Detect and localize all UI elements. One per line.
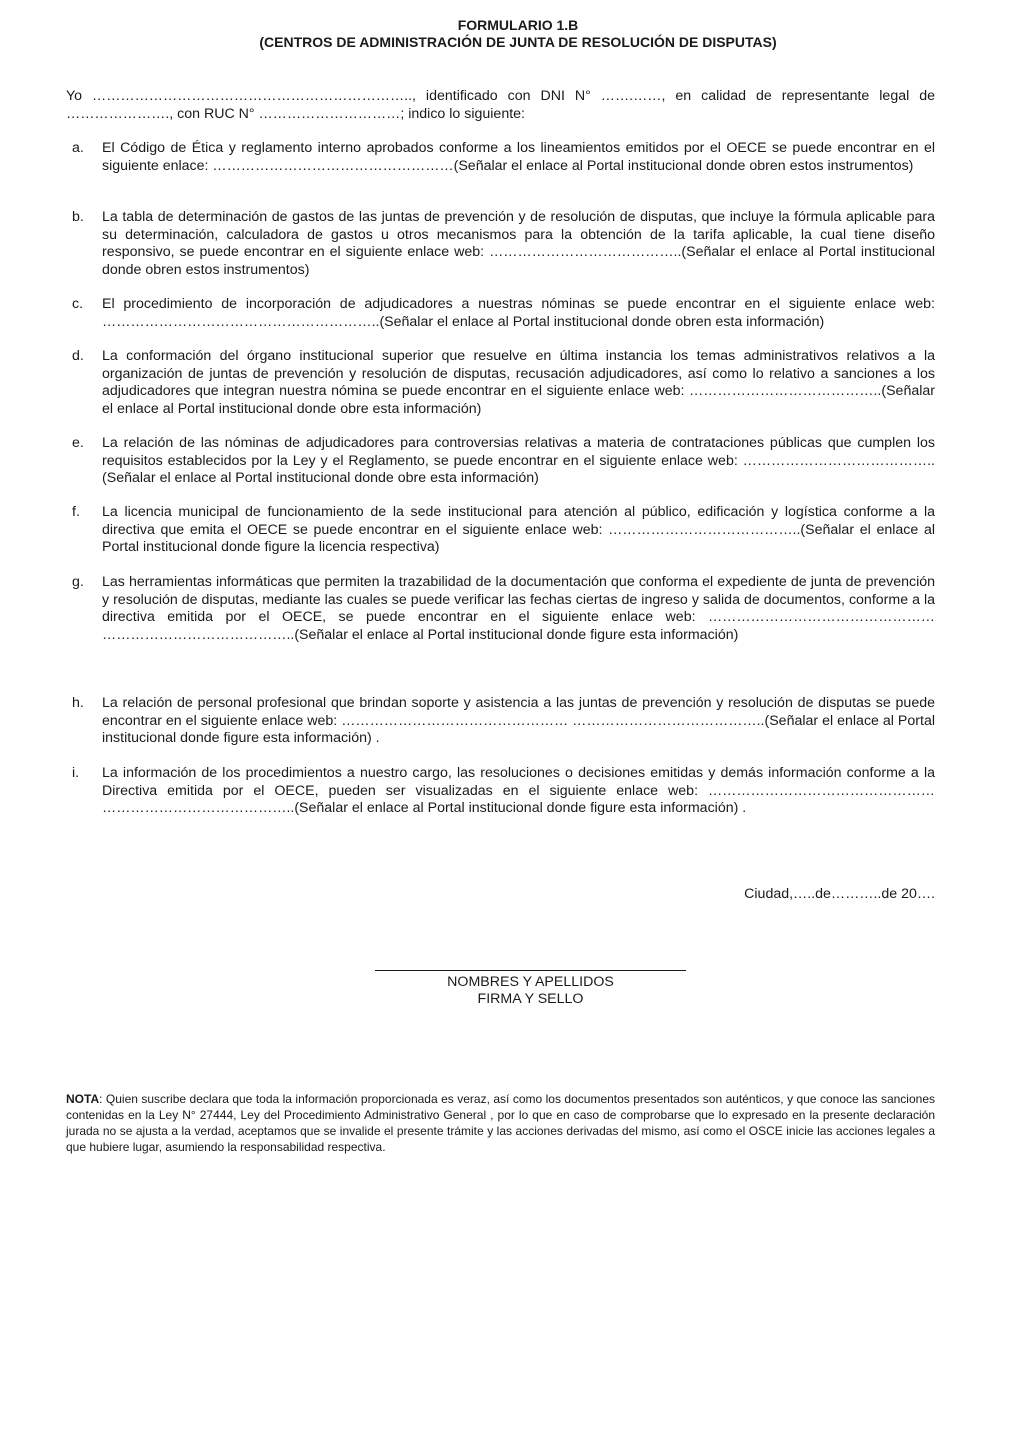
form-header: [0, 17, 1019, 51]
date-line: Ciudad,…..de………..de 20….: [744, 886, 935, 902]
list-item-text: La licencia municipal de funcionamiento de la sede institucional para atención al público, edificación y logística conforme a la directiva que emita el OECE se puede encontrar en el siguiente enlace web: …………………………………..(Señalar el enlace al Portal institucional donde figure la licencia respectiva): [102, 504, 935, 555]
list-item-letter: a.: [72, 140, 84, 156]
note-label: NOTA: [66, 1092, 100, 1106]
signature-block: [375, 974, 686, 1008]
list-item-text: La relación de personal profesional que brindan soporte y asistencia a las juntas de prevención y resolución de disputas se puede encontrar en el siguiente enlace web: ………………………………………… …………………………………..(Señalar el enlace al Portal institucional donde figure esta información) .: [102, 695, 935, 746]
note-text: : Quien suscribe declara que toda la información proporcionada es veraz, así como los documentos presentados son auténticos, y que conoce las sanciones contenidas en la Ley N° 27444, Ley del Procedimiento Administrativo General , por lo que en caso de comprobarse que lo expresado en la presente declaración jurada no se ajusta a la verdad, aceptamos que se invalide el presente trámite y las acciones derivadas del mismo, así como el OSCE inicie las acciones legales a que hubiere lugar, asumiendo la responsabilidad respectiva.: [66, 1092, 935, 1154]
list-item-letter: c.: [72, 296, 84, 312]
list-item-letter: f.: [72, 504, 80, 520]
list-item-text: La conformación del órgano institucional superior que resuelve en última instancia los temas administrativos relativos a la organización de juntas de prevención y resolución de disputas, recusación adjudicadores, así como lo relativo a sanciones a los adjudicadores que integran nuestra nómina se puede encontrar en el siguiente enlace web: …………………………………..(Señalar el enlace al Portal institucional donde obre esta información): [102, 348, 935, 417]
list-item-letter: e.: [72, 435, 84, 451]
intro-paragraph: Yo ………………………………………………………….., identificado con DNI N° …….……, en calidad de representante legal de …………………., con RUC N° …………………………; indico lo siguiente:: [66, 88, 935, 122]
list-item-letter: d.: [72, 348, 84, 364]
footnote: [66, 1091, 935, 1155]
list-item-text: El Código de Ética y reglamento interno aprobados conforme a los lineamientos emitidos por el OECE se puede encontrar en el siguiente enlace: ……………………………………………(Señalar el enlace al Portal institucional donde obren estos instrumentos): [102, 140, 935, 174]
list-item: [66, 695, 935, 748]
list-item-letter: i.: [72, 765, 80, 781]
list-item-text: Las herramientas informáticas que permiten la trazabilidad de la documentación que conforma el expediente de junta de prevención y resolución de disputas, mediante las cuales se puede verificar las fechas ciertas de ingreso y salida de documentos, conforme a la directiva emitida por el OECE, se puede encontrar en el siguiente enlace web: ………………………………………… …………………………………..(Señalar el enlace al Portal institucional donde figure esta información): [102, 574, 935, 643]
signature-sign-label: FIRMA Y SELLO: [477, 991, 584, 1007]
list-item: [66, 574, 935, 644]
list-item-text: La tabla de determinación de gastos de las juntas de prevención y de resolución de disputas, que incluye la fórmula aplicable para su determinación, calculadora de gastos u otros mecanismos para la obtención de la tarifa aplicable, la cual tiene diseño responsivo, se puede encontrar en el siguiente enlace web: …………………………………..(Señalar el enlace al Portal institucional donde obren estos instrumentos): [102, 209, 935, 278]
signature-name-label: NOMBRES Y APELLIDOS: [447, 974, 614, 990]
form-subtitle: (CENTROS DE ADMINISTRACIÓN DE JUNTA DE RESOLUCIÓN DE DISPUTAS): [259, 34, 777, 50]
list-item: [66, 296, 935, 331]
list-item: [66, 504, 935, 557]
list-item: [66, 140, 935, 175]
list-item: [66, 348, 935, 418]
list-item-text: El procedimiento de incorporación de adjudicadores a nuestras nóminas se puede encontrar en el siguiente enlace web: …………………………………………………..(Señalar el enlace al Portal institucional donde obren esta información): [102, 296, 935, 330]
list-item-text: La información de los procedimientos a nuestro cargo, las resoluciones o decisiones emitidas y demás información conforme a la Directiva emitida por el OECE, pueden ser visualizadas en el siguiente enlace web: ………………………………………… …………………………………..(Señalar el enlace al Portal institucional donde figure esta información) .: [102, 765, 935, 816]
list-item-letter: b.: [72, 209, 84, 225]
list-item: [66, 765, 935, 818]
form-title: FORMULARIO 1.B: [457, 17, 579, 33]
list-item: [66, 435, 935, 488]
list-item: [66, 209, 935, 279]
list-item-letter: h.: [72, 695, 84, 711]
signature-line: [375, 970, 686, 971]
list-item-letter: g.: [72, 574, 84, 590]
list-item-text: La relación de las nóminas de adjudicadores para controversias relativas a materia de contrataciones públicas que cumplen los requisitos establecidos por la Ley y el Reglamento, se puede encontrar en el siguiente enlace web: …………………………………..(Señalar el enlace al Portal institucional donde obre esta información): [102, 435, 935, 486]
